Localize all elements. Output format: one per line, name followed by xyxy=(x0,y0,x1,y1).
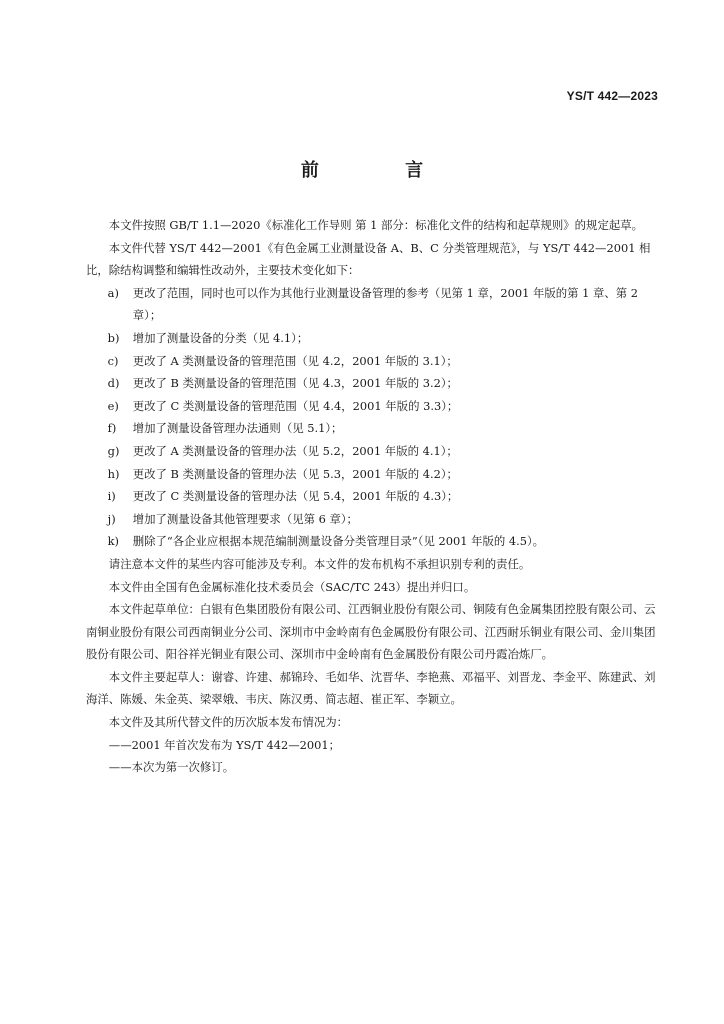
list-item-label: j) xyxy=(107,511,116,526)
list-item-label: i) xyxy=(107,489,116,504)
list-item xyxy=(108,417,658,440)
list-item xyxy=(108,463,658,486)
paragraph-history-intro: 本文件及其所代替文件的历次版本发布情况为： xyxy=(108,715,349,730)
list-item-text: 更改了范围，同时也可以作为其他行业测量设备管理的参考（见第 1 章，2001 年版的第 1 章、第 2 章）； xyxy=(132,285,639,323)
list-item-label: a) xyxy=(107,285,119,300)
list-item-label: g) xyxy=(107,443,120,458)
list-item xyxy=(108,530,658,553)
list-item-text: 更改了 B 类测量设备的管理办法（见 5.3，2001 年版的 4.2）； xyxy=(132,466,458,481)
changes-list xyxy=(86,282,658,553)
list-item xyxy=(108,282,658,327)
foreword-body xyxy=(86,214,658,779)
list-item-label: c) xyxy=(107,353,119,368)
list-item-label: b) xyxy=(107,330,120,345)
list-item xyxy=(108,508,658,531)
paragraph-replacement: 本文件代替 YS/T 442—2001《有色金属工业测量设备 A、B、C 分类管理规范》，与 YS/T 442—2001 相比，除结构调整和编辑性改动外，主要技术变化如下： xyxy=(86,240,651,278)
paragraph-patent-notice: 请注意本文件的某些内容可能涉及专利。本文件的发布机构不承担识别专利的责任。 xyxy=(108,556,531,571)
list-item-text: 增加了测量设备的分类（见 4.1）； xyxy=(132,330,309,345)
document-code: YS/T 442—2023 xyxy=(566,89,658,103)
list-item-label: h) xyxy=(107,466,120,481)
list-item-text: 更改了 A 类测量设备的管理范围（见 4.2，2001 年版的 3.1）； xyxy=(132,353,458,368)
list-item xyxy=(108,327,658,350)
history-entry: ——2001 年首次发布为 YS/T 442—2001； xyxy=(108,737,341,752)
list-item-label: d) xyxy=(107,376,120,391)
list-item xyxy=(108,395,658,418)
list-item xyxy=(108,372,658,395)
list-item-text: 更改了 C 类测量设备的管理范围（见 4.4，2001 年版的 3.3）； xyxy=(132,398,459,413)
list-item-text: 删除了“各企业应根据本规范编制测量设备分类管理目录”（见 2001 年版的 4.5）。 xyxy=(132,534,545,549)
paragraph-drafting-units: 本文件起草单位：白银有色集团股份有限公司、江西铜业股份有限公司、铜陵有色金属集团控股有限公司、云南铜业股份有限公司西南铜业分公司、深圳市中金岭南有色金属股份有限公司、江西耐乐铜业有限公司、金川集团股份有限公司、阳谷祥光铜业有限公司、深圳市中金岭南有色金属股份有限公司丹霞冶炼厂。 xyxy=(86,602,656,662)
list-item xyxy=(108,485,658,508)
page-title: 前 言 xyxy=(300,160,464,181)
list-item-text: 增加了测量设备管理办法通则（见 5.1）； xyxy=(132,421,343,436)
list-item-text: 更改了 C 类测量设备的管理办法（见 5.4，2001 年版的 4.3）； xyxy=(132,489,459,504)
paragraph-proposer: 本文件由全国有色金属标准化技术委员会（SAC/TC 243）提出并归口。 xyxy=(108,579,476,594)
list-item-label: k) xyxy=(107,534,120,549)
paragraph-drafting-basis: 本文件按照 GB/T 1.1—2020《标准化工作导则 第 1 部分：标准化文件的结构和起草规则》的规定起草。 xyxy=(108,218,644,232)
list-item xyxy=(108,440,658,463)
list-item-text: 更改了 A 类测量设备的管理办法（见 5.2，2001 年版的 4.1）； xyxy=(132,443,458,458)
history-entry: ——本次为第一次修订。 xyxy=(108,760,235,775)
list-item-text: 增加了测量设备其他管理要求（见第 6 章）； xyxy=(132,511,358,526)
paragraph-drafters: 本文件主要起草人：谢睿、许建、郝锦玲、毛如华、沈晋华、李艳燕、邓福平、刘晋龙、李金平、陈建武、刘海洋、陈媛、朱金英、梁翠娥、韦庆、陈汉勇、简志超、崔正军、李颖立。 xyxy=(86,669,656,707)
list-item-label: e) xyxy=(107,398,119,413)
list-item-label: f) xyxy=(107,421,117,436)
list-item-text: 更改了 B 类测量设备的管理范围（见 4.3，2001 年版的 3.2）； xyxy=(132,376,458,391)
list-item xyxy=(108,350,658,373)
